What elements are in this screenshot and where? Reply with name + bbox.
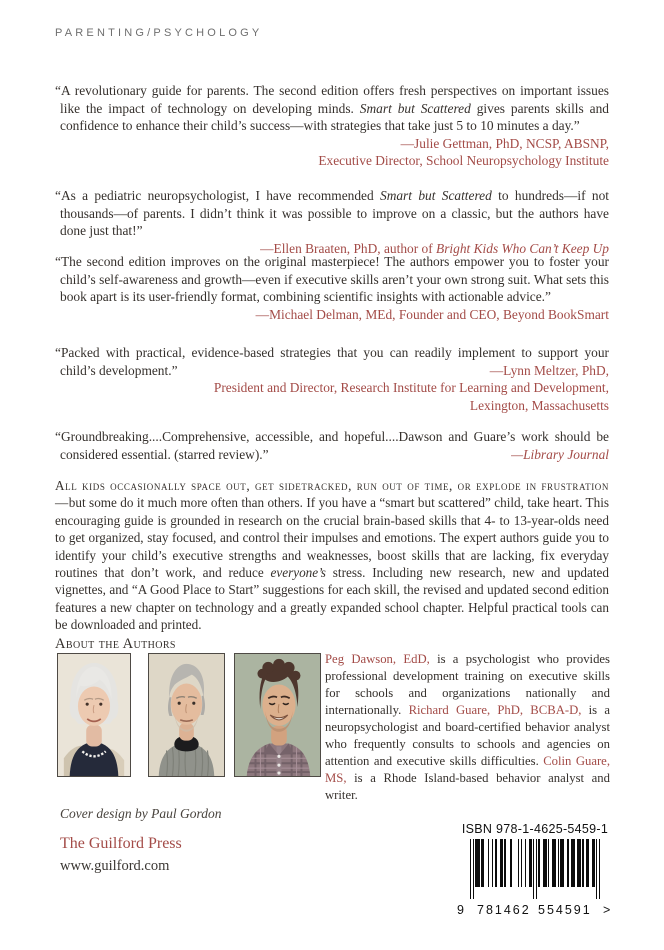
attribution-line: Lexington, Massachusetts [469,397,609,413]
portrait-colin-guare-image [235,654,320,776]
quote-2 [55,187,609,257]
book-description: All kids occasionally space out, get sidetracked, run out of time, or explode in frustration—but some do it much more often than others. If you have a “smart but scattered” child, take heart. This encouraging guide is grounded in research on the crucial brain-based skills that 4- to 13-year-olds need to get organized, stay focused, and control their impulses and emotions. The expert authors guide you to identify your child’s executive strengths and weaknesses, boost skills that are lacking, fix everyday routines that don’t work, and reduce everyone’s stress. Including new research, new and updated vignettes, and “A Good Place to Start” suggestions for each skill, the revised and updated second edition features a new chapter on technology and a greatly expanded school chapter. Helpful practical tools can be downloaded and printed. [55,478,609,633]
barcode-digit-group: 554591 [538,903,592,917]
barcode-digit-group: 9 [457,903,466,917]
isbn-label: ISBN 978-1-4625-5459-1 [461,822,609,836]
quote-4 [55,344,609,414]
attribution-line: Executive Director, School Neuropsychology Institute [318,153,609,168]
attribution-line: President and Director, Research Institute for Learning and Development, [213,380,609,395]
quote-1 [55,82,609,170]
category-label: PARENTING/PSYCHOLOGY [55,27,263,39]
author-photo-peg-dawson [57,653,131,777]
quote-text: “Packed with practical, evidence-based strategies that you can readily implement to support your child’s development.” —Lynn Meltzer, PhD, [55,345,609,378]
quote-text: “A revolutionary guide for parents. The second edition offers fresh perspectives on important issues like the impact of technology on developing minds. Smart but Scattered gives parents skills and confidence to enhance their child’s success—with strategies that take just 5 to 10 minutes a day.” [55,83,609,133]
author-photo-colin-guare [234,653,321,777]
cover-design-credit: Cover design by Paul Gordon [60,806,222,821]
quote-text: “The second edition improves on the original masterpiece! The authors empower you to foster your child’s self-awareness and growth—even if executive skills aren’t your own strong suit. What sets this book apart is its user-friendly format, combining scientific insights with actionable advice.” [55,254,609,304]
attribution-line: —Lynn Meltzer, PhD, [489,362,609,378]
quote-5 [55,428,609,463]
quote-3 [55,253,609,323]
attribution-line: —Julie Gettman, PhD, NCSP, ABSNP, [400,135,609,151]
portrait-peg-dawson-image [58,654,130,776]
about-authors-heading: About the Authors [55,636,176,652]
portrait-richard-guare-image [149,654,224,776]
quote-text: “Groundbreaking....Comprehensive, accessible, and hopeful....Dawson and Guare’s work should be considered essential. (starred review).” —Library Journal [55,429,609,462]
barcode-digit-group: 781462 [477,903,531,917]
quote-text: “As a pediatric neuropsychologist, I have recommended Smart but Scattered to hundreds—if not thousands—of parents. I didn’t think it was possible to improve on a classic, but the authors have done just that!” [55,188,609,238]
publisher-name: The Guilford Press [60,835,182,852]
publisher-website: www.guilford.com [60,858,170,874]
attribution-line: —Library Journal [511,446,609,462]
attribution-line: —Michael Delman, MEd, Founder and CEO, Beyond BookSmart [255,306,609,322]
barcode-digit-group: > [603,903,613,917]
barcode-bars [470,839,600,901]
author-bio: Peg Dawson, EdD, is a psychologist who provides professional development training on executive skills for schools and organizations nationally and internationally. Richard Guare, PhD, BCBA-D, is a neuropsychologist and board-certified behavior analyst who frequently consults to schools and agencies on attention and executive skills difficulties. Colin Guare, MS, is a Rhode Island-based behavior analyst and writer. [325,652,610,802]
attribution-line: —Ellen Braaten, PhD, author of Bright Kids Who Can’t Keep Up [260,240,609,256]
author-photo-richard-guare [148,653,225,777]
